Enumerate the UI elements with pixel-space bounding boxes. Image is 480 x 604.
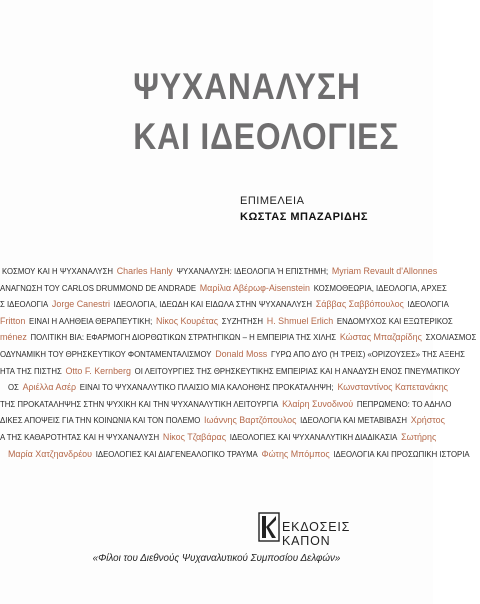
author-name: Μαρίλια Αβέρωφ-Aisenstein bbox=[199, 282, 310, 294]
chapter-title: ΙΔΕΟΛΟΓΙΕΣ ΚΑΙ ΨΥΧΑΝΑΛΥΤΙΚΗ ΔΙΑΔΙΚΑΣΙΑ bbox=[229, 432, 398, 442]
chapter-title: ΚΟΣΜΟΥ ΚΑΙ Η ΨΥΧΑΝΑΛΥΣΗ bbox=[2, 266, 114, 276]
chapter-title: Α ΤΗΣ ΚΑΘΑΡΟΤΗΤΑΣ ΚΑΙ Η ΨΥΧΑΝΑΛΥΣΗ bbox=[0, 432, 160, 442]
chapter-title: ΠΟΛΙΤΙΚΗ ΒΙΑ: ΕΦΑΡΜΟΓΗ ΔΙΟΡΘΩΤΙΚΩΝ ΣΤΡΑΤΗΓΙΚΩΝ – Η ΕΜΠΕΙΡΙΑ ΤΗΣ ΧΙΛΗΣ bbox=[30, 332, 337, 343]
contents-row bbox=[0, 279, 450, 297]
publisher-logo bbox=[258, 512, 396, 548]
contents-row bbox=[0, 428, 440, 446]
contents-row bbox=[0, 395, 455, 413]
author-name: Κώστας Μπαζαρίδης bbox=[339, 332, 422, 344]
chapter-title: ΟΣ bbox=[8, 382, 19, 393]
publisher-name: ΕΚΔΟΣΕΙΣ ΚΑΠΟΝ bbox=[282, 520, 351, 548]
author-name: H. Shmuel Erlich bbox=[266, 315, 334, 327]
author-name: Σωτήρης bbox=[401, 432, 437, 443]
author-name: Χρήστος bbox=[410, 415, 445, 427]
editor-label: ΕΠΙΜΕΛΕΙΑ bbox=[240, 195, 305, 207]
author-name: Αριέλλα Ασέρ bbox=[22, 382, 77, 394]
author-name: Κωνσταντίνος Καπετανάκης bbox=[337, 382, 448, 394]
author-name: Myriam Revault d'Allonnes bbox=[331, 266, 438, 277]
contents-row bbox=[0, 362, 464, 380]
book-title bbox=[133, 62, 399, 162]
chapter-title: ΟΔΥΝΑΜΙΚΗ ΤΟΥ ΘΡΗΣΚΕΥΤΙΚΟΥ ΦΟΝΤΑΜΕΝΤΑΛΙΣΜΟΥ bbox=[0, 349, 212, 359]
chapter-title: ΙΔΕΟΛΟΓΙΕΣ ΚΑΙ ΔΙΑΓΕΝΕΑΛΟΓΙΚΟ ΤΡΑΥΜΑ bbox=[95, 448, 258, 459]
author-name: Otto F. Kernberg bbox=[65, 365, 131, 377]
chapter-title: ΗΤΑ ΤΗΣ ΠΙΣΤΗΣ bbox=[0, 365, 62, 376]
title-line-1: ΨΥΧΑΝΑΛΥΣΗ bbox=[133, 66, 361, 107]
contents-row bbox=[0, 328, 480, 346]
editor-name: ΚΩΣΤΑΣ ΜΠΑΖΑΡΙΔΗΣ bbox=[240, 211, 368, 223]
chapter-title: ΣΥΖΗΤΗΣΗ bbox=[221, 315, 264, 326]
author-name: Σάββας Σαββόπουλος bbox=[315, 299, 404, 311]
chapter-title: ΤΗΣ ΠΡΟΚΑΤΑΛΗΨΗΣ ΣΤΗΝ ΨΥΧΙΚΗ ΚΑΙ ΤΗΝ ΨΥΧΑΝΑΛΥΤΙΚΗ ΛΕΙΤΟΥΡΓΙΑ bbox=[0, 398, 279, 409]
author-name: Donald Moss bbox=[215, 349, 268, 360]
contents-row bbox=[0, 345, 469, 363]
author-name: Νίκος Κουρέτας bbox=[155, 315, 219, 327]
contents-row bbox=[0, 312, 456, 330]
chapter-title: ΠΕΠΡΩΜΕΝΟ: ΤΟ ΑΔΗΛΟ bbox=[356, 398, 452, 409]
author-name: Φώτης Μπόμπος bbox=[261, 448, 330, 460]
chapter-title: ΓΥΡΩ ΑΠΟ ΔΥΟ (Ή ΤΡΕΙΣ) «ΟΡΙΖΟΥΣΕΣ» ΤΗΣ ΑΞΕΗΣ bbox=[270, 349, 465, 359]
chapter-title: ΙΔΕΟΛΟΓΙΑ ΚΑΙ ΜΕΤΑΒΙΒΑΣΗ bbox=[300, 415, 408, 426]
author-name: Μαρία Χατζηανδρέου bbox=[8, 448, 93, 460]
author-name: Κλαίρη Συνοδινού bbox=[282, 398, 354, 410]
chapter-title: ΚΟΣΜΟΘΕΩΡΙΑ, ΙΔΕΟΛΟΓΙΑ, ΑΡΧΕΣ bbox=[313, 282, 447, 293]
contents-row bbox=[0, 411, 449, 429]
author-name: ménez bbox=[0, 332, 27, 344]
chapter-title: Σ ΙΔΕΟΛΟΓΙΑ bbox=[0, 299, 49, 310]
chapter-title: ΙΔΕΟΛΟΓΙΑ bbox=[407, 299, 449, 310]
title-line-2: ΚΑΙ ΙΔΕΟΛΟΓΙΕΣ bbox=[133, 116, 399, 157]
author-name: Fritton bbox=[0, 315, 26, 327]
chapter-title: ΕΙΝΑΙ ΤΟ ΨΥΧΑΝΑΛΥΤΙΚΟ ΠΛΑΙΣΙΟ ΜΙΑ ΚΑΛΟΗΘΗΣ ΠΡΟΚΑΤΑΛΗΨΗ; bbox=[79, 382, 334, 393]
society-name: «Φίλοι του Διεθνούς Ψυχαναλυτικού Συμποσίου Δελφών» bbox=[92, 553, 341, 564]
author-name: Ιωάννης Βαρτζόπουλος bbox=[204, 415, 297, 427]
chapter-title: ΟΙ ΛΕΙΤΟΥΡΓΙΕΣ ΤΗΣ ΘΡΗΣΚΕΥΤΙΚΗΣ ΕΜΠΕΙΡΙΑΣ ΚΑΙ Η ΑΝΑΔΥΣΗ ΕΝΟΣ ΠΝΕΥΜΑΤΙΚΟΥ bbox=[134, 365, 461, 376]
author-name: Jorge Canestri bbox=[51, 299, 110, 311]
contents-row bbox=[8, 445, 473, 463]
chapter-title: ΨΥΧΑΝΑΛΥΣΗ: ΙΔΕΟΛΟΓΙΑ Ή ΕΠΙΣΤΗΜΗ; bbox=[176, 266, 329, 276]
contents-row bbox=[0, 295, 453, 313]
author-name: Νίκος Τζαβάρας bbox=[162, 432, 227, 443]
contents-strip bbox=[0, 262, 477, 462]
chapter-title: ΑΝΑΓΝΩΣΗ ΤΟΥ CARLOS DRUMMOND DE ANDRADE bbox=[0, 282, 197, 293]
author-name: Charles Hanly bbox=[116, 266, 173, 277]
contents-row bbox=[2, 262, 441, 280]
chapter-title: ΙΔΕΟΛΟΓΙΑ ΚΑΙ ΠΡΟΣΩΠΙΚΗ ΙΣΤΟΡΙΑ bbox=[333, 448, 470, 459]
chapter-title: ΣΧΟΛΙΑΣΜΟΣ bbox=[425, 332, 477, 343]
kapon-k-logo-icon bbox=[258, 512, 280, 542]
chapter-title: ΙΔΕΟΛΟΓΙΑ, ΙΔΕΩΔΗ ΚΑΙ ΕΙΔΩΛΑ ΣΤΗΝ ΨΥΧΑΝΑΛΥΣΗ bbox=[113, 299, 313, 310]
contents-row bbox=[8, 378, 452, 396]
chapter-title: ΔΙΚΕΣ ΑΠΟΨΕΙΣ ΓΙΑ ΤΗΝ ΚΟΙΝΩΝΙΑ ΚΑΙ ΤΟΝ ΠΟΛΕΜΟ bbox=[0, 415, 201, 426]
chapter-title: ΕΝΔΟΜΥΧΟΣ ΚΑΙ ΕΞΩΤΕΡΙΚΟΣ bbox=[336, 315, 453, 326]
chapter-title: ΕΙΝΑΙ Η ΑΛΗΘΕΙΑ ΘΕΡΑΠΕΥΤΙΚΗ; bbox=[29, 315, 153, 326]
